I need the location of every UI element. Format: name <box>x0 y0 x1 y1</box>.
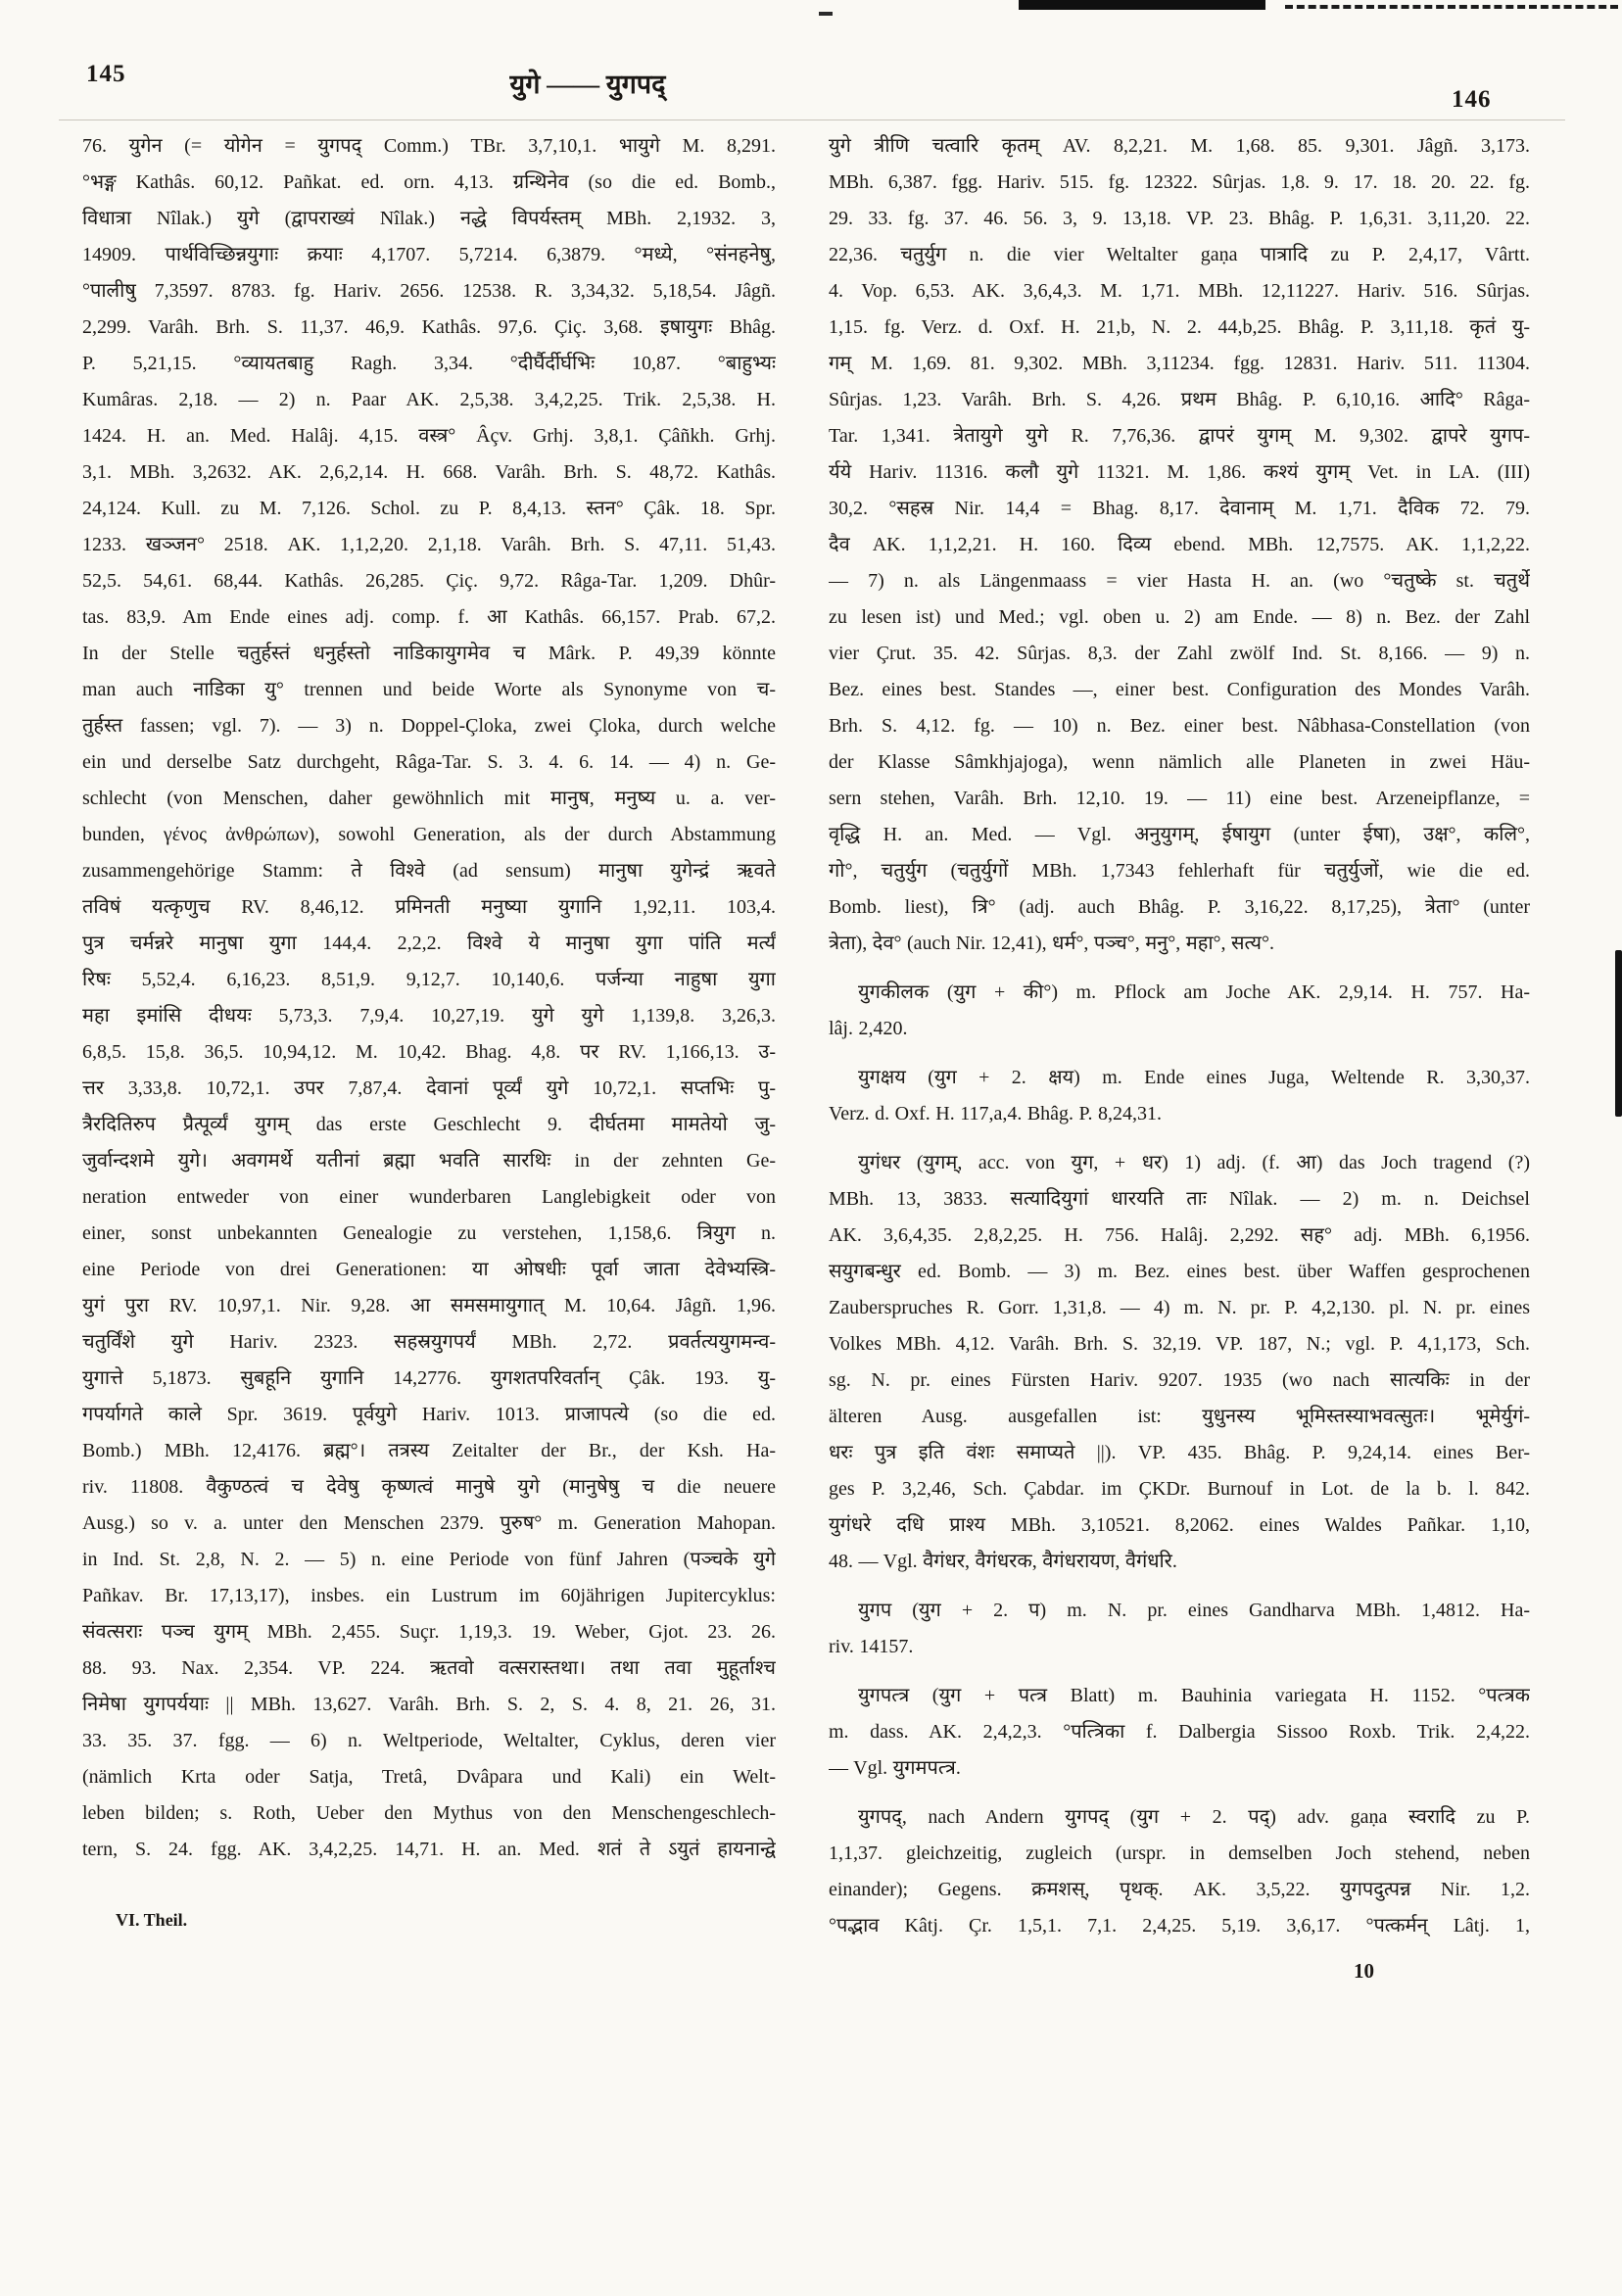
text-line: महा इमांसि दीधयः 5,73,3. 7,9,4. 10,27,19. युगे युगे 1,139,8. 3,26,3. <box>82 1005 776 1027</box>
text-line: Verz. d. Oxf. H. 117,a,4. Bhâg. P. 8,24,31. <box>829 1103 1162 1124</box>
paragraph <box>829 975 1530 1047</box>
text-line: einer, sonst unbekannten Genealogie zu verstehen, 1,158,6. त्रियुग n. <box>82 1222 776 1244</box>
text-line: leben bilden; s. Roth, Ueber den Mythus von den Menschengeschlech- <box>82 1802 776 1824</box>
text-line: Zauberspruches R. Gorr. 1,31,8. — 4) m. N. pr. P. 4,2,130. pl. N. pr. eines <box>829 1297 1530 1318</box>
text-line: °पद्भाव Kâtj. Çr. 1,5,1. 7,1. 2,4,25. 5,19. 3,6,17. °पत्कर्मन् Lâtj. 1, <box>829 1915 1530 1937</box>
text-line: — Vgl. युगमपत्त्र. <box>829 1757 961 1779</box>
text-line: in Ind. St. 2,8, N. 2. — 5) n. eine Periode von fünf Jahren (पञ्चके युगे <box>82 1549 776 1570</box>
volume-footnote: VI. Theil. <box>116 1910 188 1930</box>
text-line: eine Periode von drei Generationen: या ओषधीः पूर्वा जाता देवेभ्यस्त्रि- <box>82 1259 776 1280</box>
text-line: Pañkav. Br. 17,13,17), insbes. ein Lustrum im 60jährigen Jupitercyklus: <box>82 1585 776 1606</box>
text-line: 14909. पार्थविच्छिन्नयुगाः क्रयाः 4,1707. 5,7214. 6,3879. °मध्ये, °संनहनेषु, <box>82 244 776 265</box>
text-line: sg. N. pr. eines Fürsten Hariv. 9207. 1935 (wo nach सात्यकिः in der <box>829 1369 1530 1391</box>
text-line: जुर्वान्दशमे युगे। अवगमर्थे यतीनां ब्रह्मा भवति सारथिः in der zehnten Ge- <box>82 1150 776 1172</box>
text-line: Bomb.) MBh. 12,4176. ब्रह्म°। तत्रस्य Zeitalter der Br., der Ksh. Ha- <box>82 1440 776 1461</box>
text-line: Sûrjas. 1,23. Varâh. Brh. S. 4,26. प्रथम Bhâg. P. 6,10,16. आदि° Râga- <box>829 389 1530 410</box>
text-line: (nämlich Krta oder Satja, Tretâ, Dvâpara und Kali) ein Welt- <box>82 1766 776 1788</box>
text-line: Tar. 1,341. त्रेतायुगे युगे R. 7,76,36. द्वापरं युगम् M. 9,302. द्वापरे युगप- <box>829 425 1530 447</box>
text-line: Volkes MBh. 4,12. Varâh. Brh. S. 32,19. VP. 187, N.; vgl. P. 4,1,173, Sch. <box>829 1333 1530 1355</box>
text-line: 2,299. Varâh. Brh. S. 11,37. 46,9. Kathâs. 97,6. Çiç. 3,68. इषायुगः Bhâg. <box>82 316 776 338</box>
text-line: lâj. 2,420. <box>829 1018 908 1039</box>
text-line: ges P. 3,2,46, Sch. Çabdar. im ÇKDr. Burnouf in Lot. de la b. l. 842. <box>829 1478 1530 1500</box>
text-line: गो°, चतुर्युग (चतुर्युगों MBh. 1,7343 fehlerhaft für चतुर्युजों, wie die ed. <box>829 860 1530 882</box>
running-head: युगे —— युगपद् <box>509 70 666 99</box>
text-line: गम् M. 1,69. 81. 9,302. MBh. 3,11234. fgg. 12831. Hariv. 511. 11304. <box>829 353 1530 374</box>
text-line: धरः पुत्र इति वंशः समाप्यते ||). VP. 435. Bhâg. P. 9,24,14. eines Ber- <box>829 1442 1530 1463</box>
text-line: त्तर 3,33,8. 10,72,1. उपर 7,87,4. देवानां पूर्व्यं युगे 10,72,1. सप्तभिः पु- <box>82 1077 776 1099</box>
text-line: bunden, γένος ἀνθρώπων), sowohl Generation, als der durch Abstammung <box>82 824 776 845</box>
text-line: 88. 93. Nax. 2,354. VP. 224. ऋतवो वत्सरास्तथा। तथा तवा मुहूर्ताश्च <box>82 1657 776 1679</box>
text-line: MBh. 6,387. fgg. Hariv. 515. fg. 12322. Sûrjas. 1,8. 9. 17. 18. 20. 22. fg. <box>829 171 1530 193</box>
text-line: man auch नाडिका यु° trennen und beide Worte als Synonyme von च- <box>82 679 776 700</box>
text-line: 33. 35. 37. fgg. — 6) n. Weltperiode, Weltalter, Cyklus, deren vier <box>82 1730 776 1751</box>
text-line: दैव AK. 1,1,2,21. H. 160. दिव्य ebend. MBh. 12,7575. AK. 1,1,2,22. <box>829 534 1530 555</box>
text-line: — 7) n. als Längenmaass = vier Hasta H. an. (wo °चतुष्के st. चतुर्थे <box>829 570 1530 592</box>
text-line: m. dass. AK. 2,4,2,3. °पत्त्रिका f. Dalbergia Sissoo Roxb. Trik. 2,4,22. <box>829 1721 1530 1743</box>
text-line: °भङ्ग Kathâs. 60,12. Pañkat. ed. orn. 4,13. ग्रन्थिनेव (so die ed. Bomb., <box>82 171 776 193</box>
text-line: संवत्सराः पञ्च युगम् MBh. 2,455. Suçr. 1,19,3. 19. Weber, Gjot. 23. 26. <box>82 1621 776 1643</box>
left-text-column <box>82 128 776 1868</box>
text-line: चतुर्विंशे युगे Hariv. 2323. सहस्रयुगपर्यं MBh. 2,72. प्रवर्तत्ययुगमन्व- <box>82 1331 776 1353</box>
text-line: 1,1,37. gleichzeitig, zugleich (urspr. in demselben Joch stehend, neben <box>829 1842 1530 1864</box>
paragraph <box>829 128 1530 962</box>
text-line: 76. युगेन (= योगेन = युगपद् Comm.) TBr. 3,7,10,1. भायुगे M. 8,291. <box>82 135 776 157</box>
paragraph <box>82 128 776 1868</box>
text-line: 48. — Vgl. वैगंधर, वैगंधरक, वैगंधरायण, वैगंधरि. <box>829 1551 1177 1572</box>
text-line: सयुगबन्धुर ed. Bomb. — 3) m. Bez. eines best. über Waffen gesprochenen <box>829 1261 1530 1282</box>
text-line: 6,8,5. 15,8. 36,5. 10,94,12. M. 10,42. Bhag. 4,8. पर RV. 1,166,13. उ- <box>82 1041 776 1063</box>
text-line: रिषः 5,52,4. 6,16,23. 8,51,9. 9,12,7. 10,140,6. पर्जन्या नाहुषा युगा <box>82 969 776 990</box>
text-line: riv. 14157. <box>829 1636 914 1657</box>
text-line: 24,124. Kull. zu M. 7,126. Schol. zu P. 8,4,13. स्तन° Çâk. 18. Spr. <box>82 498 776 519</box>
text-line: einander); Gegens. क्रमशस्, पृथक्. AK. 3,5,22. युगपदुत्पन्न Nir. 1,2. <box>829 1879 1530 1900</box>
text-line: ein und derselbe Satz durchgeht, Râga-Tar. S. 3. 4. 6. 14. — 4) n. Ge- <box>82 751 776 773</box>
scan-artifact-speck <box>819 12 833 16</box>
text-line: P. 5,21,15. °व्यायतबाहु Ragh. 3,34. °दीर्घैर्दीर्घभिः 10,87. °बाहुभ्यः <box>82 353 776 374</box>
paragraph <box>829 1060 1530 1132</box>
text-line: der Klasse Sâmkhjajoga), wenn nämlich alle Planeten in zwei Häu- <box>829 751 1530 773</box>
text-line: युगपद्, nach Andern युगपद् (युग + 2. पद्) adv. gaṇa स्वरादि zu P. <box>858 1806 1530 1828</box>
text-line: zusammengehörige Stamm: ते विश्वे (ad sensum) मानुषा युगेन्द्रं ऋवते <box>82 860 776 882</box>
text-line: Bomb. liest), त्रि° (adj. auch Bhâg. P. 3,16,22. 8,17,25), त्रेता° (unter <box>829 896 1530 918</box>
paragraph <box>829 1145 1530 1580</box>
text-line: Kumâras. 2,18. — 2) n. Paar AK. 2,5,38. 3,4,2,25. Trik. 2,5,38. H. <box>82 389 776 410</box>
text-line: तविषं यत्कृणुच RV. 8,46,12. प्रमिनती मनुष्या युगानि 1,92,11. 103,4. <box>82 896 776 918</box>
text-line: युगात्ते 5,1873. सुबहूनि युगानि 14,2776. युगशतपरिवर्तान् Çâk. 193. यु- <box>82 1367 776 1389</box>
text-line: zu lesen ist) und Med.; vgl. oben u. 2) am Ende. — 8) n. Bez. der Zahl <box>829 606 1530 628</box>
text-line: AK. 3,6,4,35. 2,8,2,25. H. 756. Halâj. 2,292. सह° adj. MBh. 6,1956. <box>829 1224 1530 1246</box>
text-line: °पालीषु 7,3597. 8783. fg. Hariv. 2656. 12538. R. 3,34,32. 5,18,54. Jâgñ. <box>82 280 776 302</box>
text-line: युगंधर (युगम्, acc. von युग, + धर) 1) adj. (f. आ) das Joch tragend (?) <box>858 1152 1530 1173</box>
text-line: In der Stelle चतुर्हस्तं धनुर्हस्तो नाडिकायुगमेव च Mârk. P. 49,39 könnte <box>82 643 776 664</box>
text-line: युगप (युग + 2. प) m. N. pr. eines Gandharva MBh. 1,4812. Ha- <box>858 1600 1530 1621</box>
scan-artifact-right-edge <box>1615 950 1622 1117</box>
scan-artifact-top-dashes <box>1285 5 1618 9</box>
paragraph <box>829 1678 1530 1787</box>
text-line: युगे त्रीणि चत्वारि कृतम् AV. 8,2,21. M. 1,68. 85. 9,301. Jâgñ. 3,173. <box>829 135 1530 157</box>
text-line: Ausg.) so v. a. unter den Menschen 2379. पुरुष° m. Generation Mahopan. <box>82 1512 776 1534</box>
text-line: Bez. eines best. Standes —, einer best. Configuration des Mondes Varâh. <box>829 679 1530 700</box>
text-line: वृद्धि H. an. Med. — Vgl. अनुयुगम्, ईषायुग (unter ईषा), उक्ष°, कलि°, <box>829 824 1530 845</box>
text-line: 1424. H. an. Med. Halâj. 4,15. वस्त्र° Âçv. Grhj. 3,8,1. Çâñkh. Grhj. <box>82 425 776 447</box>
text-line: र्यये Hariv. 11316. कलौ युगे 11321. M. 1,86. कश्यं युगम् Vet. in LA. (III) <box>829 461 1530 483</box>
text-line: 1233. खञ्जन° 2518. AK. 1,1,2,20. 2,1,18. Varâh. Brh. S. 47,11. 51,43. <box>82 534 776 555</box>
text-line: त्रैरदितिरुप प्रैत्पूर्व्यं युगम् das erste Geschlecht 9. दीर्घतमा मामतेयो जु- <box>82 1114 776 1135</box>
text-line: tas. 83,9. Am Ende eines adj. comp. f. आ Kathâs. 66,157. Prab. 67,2. <box>82 606 776 628</box>
text-line: युगंधरे दधि प्राश्य MBh. 3,10521. 8,2062. eines Waldes Pañkar. 1,10, <box>829 1514 1530 1536</box>
text-line: युगकीलक (युग + की°) m. Pflock am Joche AK. 2,9,14. H. 757. Ha- <box>858 981 1530 1003</box>
page-number-right: 146 <box>1452 86 1492 113</box>
text-line: युगं पुरा RV. 10,97,1. Nir. 9,28. आ समसमायुगात् M. 10,64. Jâgñ. 1,96. <box>82 1295 776 1316</box>
page-number-left: 145 <box>86 61 126 87</box>
paragraph <box>829 1799 1530 1944</box>
text-line: पुत्र चर्मन्नरे मानुषा युगा 144,4. 2,2,2. विश्वे ये मानुषा युगा पांति मर्त्यं <box>82 933 776 954</box>
text-line: älteren Ausg. ausgefallen ist: युधुनस्य भूमिस्तस्याभवत्सुतः। भूमेर्युगं- <box>829 1406 1530 1427</box>
text-line: युगपत्त्र (युग + पत्त्र Blatt) m. Bauhinia variegata H. 1152. °पत्त्रक <box>858 1685 1530 1706</box>
text-line: निमेषा युगपर्ययाः || MBh. 13,627. Varâh. Brh. S. 2, S. 4. 8, 21. 26, 31. <box>82 1694 776 1715</box>
text-line: tern, S. 24. fgg. AK. 3,4,2,25. 14,71. H. an. Med. शतं ते ऽयुतं हायनान्द्वे <box>82 1839 776 1860</box>
text-line: तुर्हस्त fassen; vgl. 7). — 3) n. Doppel-Çloka, zwei Çloka, durch welche <box>82 715 776 737</box>
text-line: 3,1. MBh. 3,2632. AK. 2,6,2,14. H. 668. Varâh. Brh. S. 48,72. Kathâs. <box>82 461 776 483</box>
text-line: युगक्षय (युग + 2. क्षय) m. Ende eines Juga, Weltende R. 3,30,37. <box>858 1067 1530 1088</box>
text-line: 1,15. fg. Verz. d. Oxf. H. 21,b, N. 2. 44,b,25. Bhâg. P. 3,11,18. कृतं यु- <box>829 316 1530 338</box>
text-line: 22,36. चतुर्युग n. die vier Weltalter gaṇa पात्रादि zu P. 2,4,17, Vârtt. <box>829 244 1530 265</box>
text-line: Brh. S. 4,12. fg. — 10) n. Bez. einer best. Nâbhasa-Constellation (von <box>829 715 1530 737</box>
sheet-number: 10 <box>1354 1959 1374 1983</box>
text-line: schlecht (von Menschen, daher gewöhnlich mit मानुष, मनुष्य u. a. ver- <box>82 788 776 809</box>
text-line: riv. 11808. वैकुण्ठत्वं च देवेषु कृष्णत्वं मानुषे युगे (मानुषेषु च die neuere <box>82 1476 776 1498</box>
text-line: 29. 33. fg. 37. 46. 56. 3, 9. 13,18. VP. 23. Bhâg. P. 1,6,31. 3,11,20. 22. <box>829 208 1530 229</box>
text-line: गपर्यागते काले Spr. 3619. पूर्वयुगे Hariv. 1013. प्राजापत्ये (so die ed. <box>82 1404 776 1425</box>
right-text-column <box>829 128 1530 1944</box>
text-line: neration entweder von einer wunderbaren Langlebigkeit oder von <box>82 1186 776 1208</box>
text-line: विधात्रा Nîlak.) युगे (द्वापराख्यं Nîlak.) नद्धे विपर्यस्तम् MBh. 2,1932. 3, <box>82 208 776 229</box>
text-line: 30,2. °सहस्र Nir. 14,4 = Bhag. 8,17. देवानाम् M. 1,71. दैविक 72. 79. <box>829 498 1530 519</box>
text-line: 4. Vop. 6,53. AK. 3,6,4,3. M. 1,71. MBh. 12,11227. Hariv. 516. Sûrjas. <box>829 280 1530 302</box>
text-line: sern stehen, Varâh. Brh. 12,10. 19. — 11) eine best. Arzeneipflanze, = <box>829 788 1530 809</box>
scan-artifact-top-bar <box>1019 0 1265 10</box>
text-line: 52,5. 54,61. 68,44. Kathâs. 26,285. Çiç. 9,72. Râga-Tar. 1,209. Dhûr- <box>82 570 776 592</box>
text-line: त्रेता), देव° (auch Nir. 12,41), धर्म°, पञ्च°, मनु°, महा°, सत्य°. <box>829 933 1274 954</box>
text-line: MBh. 13, 3833. सत्यादियुगां धारयति ताः Nîlak. — 2) m. n. Deichsel <box>829 1188 1530 1210</box>
text-line: vier Çrut. 35. 42. Sûrjas. 8,3. der Zahl zwölf Ind. St. 8,166. — 9) n. <box>829 643 1530 664</box>
paragraph <box>829 1593 1530 1665</box>
